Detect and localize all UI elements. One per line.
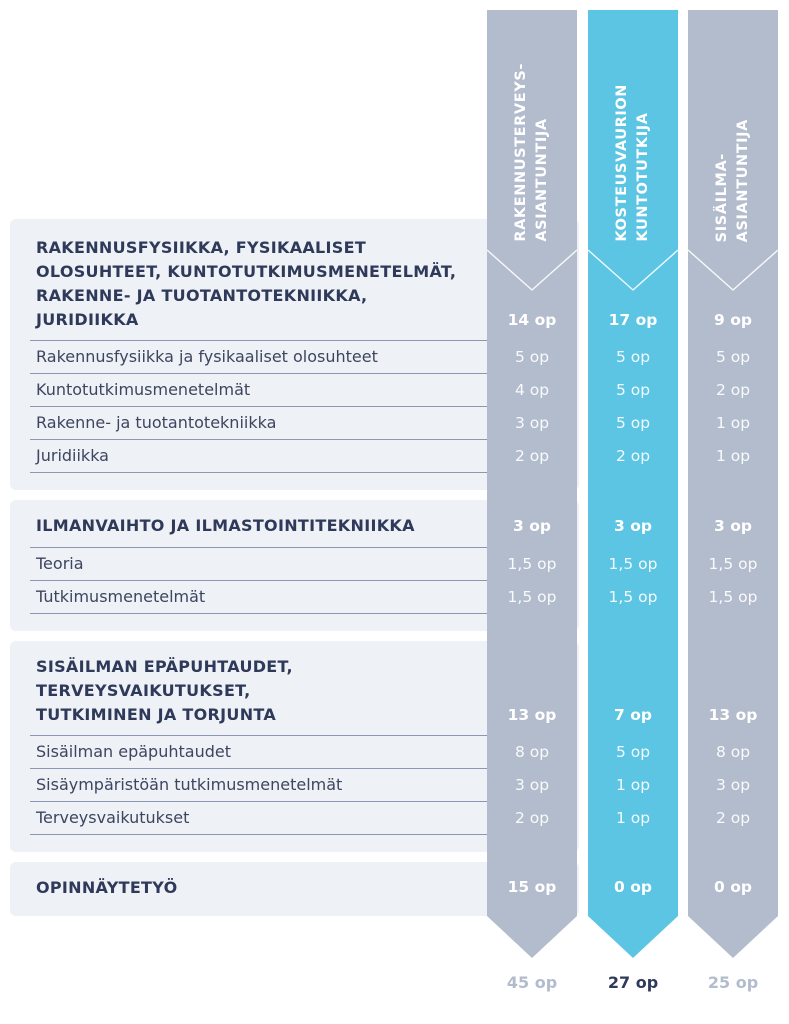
row-divider <box>30 801 487 802</box>
section-heading <box>36 655 486 727</box>
row-label: Juridiikka <box>36 446 109 465</box>
section-heading-line: OLOSUHTEET, KUNTOTUTKIMUSMENETELMÄT, <box>36 262 457 281</box>
row-divider <box>30 373 487 374</box>
section-total-value: 13 op <box>507 706 557 724</box>
section-heading-line: TUTKIMINEN JA TORJUNTA <box>36 705 277 724</box>
column-header-line: ASIANTUNTIJA <box>534 118 550 242</box>
row-value: 5 op <box>615 348 651 366</box>
section-total-value: 0 op <box>614 878 652 896</box>
column-header-line: RAKENNUSTERVEYS- <box>513 63 529 242</box>
row-divider <box>30 768 487 769</box>
row-divider <box>30 340 487 341</box>
column-grand-total: 45 op <box>506 973 558 992</box>
section-heading-line: OPINNÄYTETYÖ <box>36 878 178 897</box>
column-header <box>588 28 678 242</box>
column-grand-total: 25 op <box>707 973 759 992</box>
section-heading-line: RAKENNE- JA TUOTANTOTEKNIIKKA, <box>36 286 368 305</box>
section-total-value: 9 op <box>714 311 752 329</box>
column-header-line: SISÄILMA- <box>714 152 730 242</box>
section-total-value: 7 op <box>614 706 652 724</box>
row-value: 3 op <box>514 414 550 432</box>
row-value: 1 op <box>615 809 651 827</box>
column-header-line: KOSTEUSVAURION <box>614 84 630 242</box>
row-label: Tutkimusmenetelmät <box>36 587 206 606</box>
section-total-value: 14 op <box>507 311 557 329</box>
row-label: Teoria <box>36 554 84 573</box>
column-header-line: ASIANTUNTIJA <box>735 118 751 242</box>
row-value: 1 op <box>715 414 751 432</box>
row-value: 2 op <box>615 447 651 465</box>
row-value: 3 op <box>715 776 751 794</box>
row-label: Kuntotutkimusmenetelmät <box>36 380 251 399</box>
column-grand-total: 27 op <box>607 973 659 992</box>
section-total-value: 3 op <box>714 517 752 535</box>
row-divider <box>30 613 487 614</box>
row-value: 1,5 op <box>507 555 557 573</box>
section-heading-line: RAKENNUSFYSIIKKA, FYSIKAALISET <box>36 238 367 257</box>
row-value: 2 op <box>514 809 550 827</box>
section-total-value: 17 op <box>608 311 658 329</box>
row-value: 5 op <box>615 743 651 761</box>
row-value: 2 op <box>715 809 751 827</box>
row-value: 3 op <box>514 776 550 794</box>
row-value: 5 op <box>615 381 651 399</box>
column-header <box>487 28 577 242</box>
row-value: 1,5 op <box>608 555 658 573</box>
row-value: 5 op <box>715 348 751 366</box>
row-value: 1 op <box>715 447 751 465</box>
section-heading-line: JURIDIIKKA <box>36 310 139 329</box>
section-heading <box>36 514 486 538</box>
section-total-value: 0 op <box>714 878 752 896</box>
row-label: Terveysvaikutukset <box>36 808 190 827</box>
row-divider <box>30 472 487 473</box>
section-heading-line: TERVEYSVAIKUTUKSET, <box>36 681 251 700</box>
section-total-value: 15 op <box>507 878 557 896</box>
section-heading-line: ILMANVAIHTO JA ILMASTOINTITEKNIIKKA <box>36 516 415 535</box>
row-divider <box>30 406 487 407</box>
row-label: Rakenne- ja tuotantotekniikka <box>36 413 277 432</box>
row-value: 2 op <box>514 447 550 465</box>
row-value: 2 op <box>715 381 751 399</box>
row-value: 1,5 op <box>507 588 557 606</box>
section-heading <box>36 236 486 332</box>
section-total-value: 3 op <box>513 517 551 535</box>
row-value: 4 op <box>514 381 550 399</box>
column-header-line: KUNTOTUTKIJA <box>635 112 651 242</box>
row-label: Sisäilman epäpuhtaudet <box>36 742 231 761</box>
row-value: 1,5 op <box>608 588 658 606</box>
row-value: 1,5 op <box>708 588 758 606</box>
section-total-value: 3 op <box>614 517 652 535</box>
row-value: 5 op <box>514 348 550 366</box>
row-value: 1,5 op <box>708 555 758 573</box>
row-value: 1 op <box>615 776 651 794</box>
row-divider <box>30 580 487 581</box>
row-divider <box>30 547 487 548</box>
row-value: 8 op <box>715 743 751 761</box>
row-divider <box>30 834 487 835</box>
section-total-value: 13 op <box>708 706 758 724</box>
row-label: Rakennusfysiikka ja fysikaaliset olosuhteet <box>36 347 378 366</box>
section-heading-line: SISÄILMAN EPÄPUHTAUDET, <box>36 657 293 676</box>
row-divider <box>30 735 487 736</box>
column-header <box>688 28 778 242</box>
row-value: 5 op <box>615 414 651 432</box>
row-value: 8 op <box>514 743 550 761</box>
row-label: Sisäympäristöän tutkimusmenetelmät <box>36 775 343 794</box>
section-heading <box>36 876 486 900</box>
row-divider <box>30 439 487 440</box>
